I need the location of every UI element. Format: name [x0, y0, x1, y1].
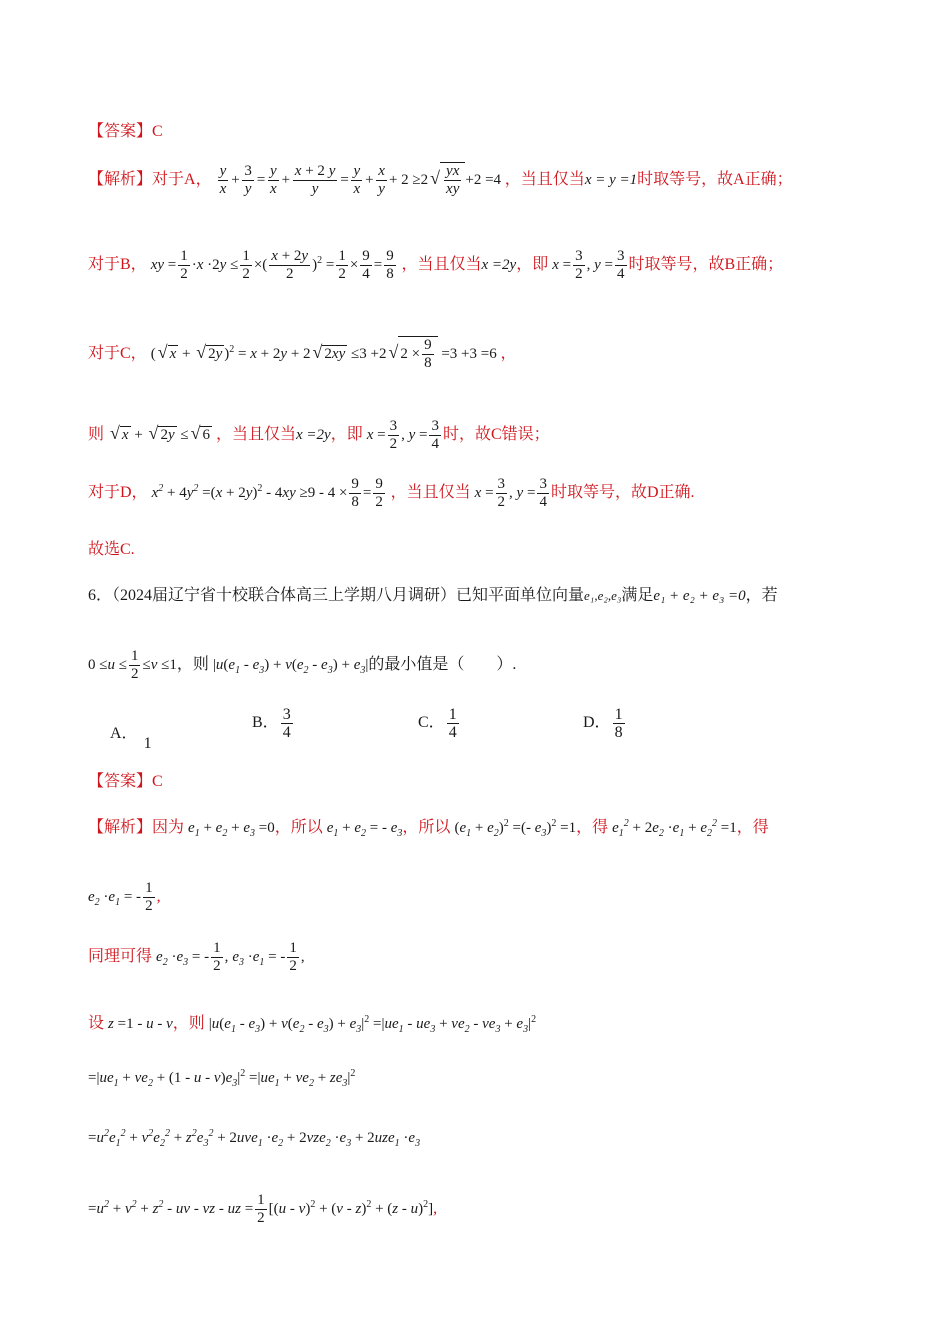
answer-value: C [152, 773, 163, 790]
equality-values: x = $\frac{3}{2}$ , y = $\frac{3}{4}$ [552, 248, 625, 282]
similarly-text: 同理可得 [88, 947, 153, 965]
analysis2-line-6 [88, 1128, 420, 1149]
z-def: z =1 - u - v [108, 1016, 173, 1032]
condition-formula: x = y =1 [584, 171, 638, 188]
expr-step-2: $=|ue_1 + ve_2 + (1 - u - v)e_3|^2 =|ue_1 + ve_2 + ze_3|^2$ [88, 1068, 356, 1089]
comma-text: ， [500, 344, 517, 362]
analysis-label: 【解析】 [88, 170, 153, 188]
conclusion-text: 时取等号，故A正确； [637, 170, 793, 188]
option-c[interactable] [418, 706, 461, 741]
formula-b: xy = $\frac{1}{2}$ ·x ·2y ≤ $\frac{1}{2}$ ×( $\frac{x + 2y}{2}$ )$^2$ = $\frac{1}{2}$ × $\frac{9}{4}$ = $\frac{9}{8}$ [150, 248, 394, 282]
expand-eq: $e_1^2 + 2e_2 \cdot e_1 + e_2^2 =1$ [612, 818, 737, 839]
then-text: ，则 [176, 655, 209, 673]
conclusion-text: 时取等号，故D正确. [550, 483, 695, 501]
question-6-line-1 [88, 582, 778, 605]
option-d-label: D． [583, 714, 611, 732]
analysis-b-line [88, 248, 783, 283]
ask-text: 的最小值是（ ）. [368, 655, 517, 673]
inequality-c: √ x + √ 2y ≤ √ 6 [110, 422, 210, 443]
question-6-line-2 [88, 648, 516, 683]
condition-text: ，当且仅当 [401, 255, 482, 273]
analysis2-line-5 [88, 1068, 355, 1089]
namely-text: ，即 [330, 425, 363, 443]
condition-text: ，当且仅当 [390, 483, 471, 501]
option-b-label: B． [252, 714, 279, 732]
option-d-denominator: 8 [614, 724, 623, 741]
condition-formula: e₁ + e₂ + e₃ =0 [653, 588, 746, 604]
option-b-denominator: 4 [282, 724, 291, 741]
option-a-prefix: 对于A， [152, 170, 212, 188]
formula-d: $x^2 + 4y^2 =(x + 2y)^2 - 4xy \ge 9 - 4$ × $\frac{9}{8}$ = $\frac{9}{2}$ [151, 476, 383, 510]
sum-zero: $e_1 + e_2 + e_3 =0$ [188, 820, 275, 839]
answer-label: 【答案】 [88, 123, 153, 140]
expr-step-4: $=u^2 + v^2 + z^2$ - uv - vz - uz = $\frac{1}{2}$ [(u - v)$^2$ + (v - z)$^2$ + (z - u)$^2$] [88, 1192, 434, 1226]
analysis-c-line [88, 336, 516, 372]
analysis-c2-line [88, 418, 550, 453]
so-text-2: ，所以 [402, 819, 451, 836]
condition-formula: x =2y [481, 256, 517, 273]
dot-e2-e1: $e_2 \cdot e_1$ = - $\frac{1}{2}$ [88, 880, 153, 914]
formula-c: ( √ x + √ 2y )$^2$ = x + 2y + 2 √ 2xy ≤3 +2 √ 2 × $\frac{9}{8}$ =3 +3 =6 [150, 337, 497, 371]
equality-values: x = $\frac{3}{2}$ , y = $\frac{3}{4}$ [474, 476, 547, 510]
analysis-a-line [88, 162, 793, 198]
expr-step-3: $=u^2e_1^2 + v^2e_2^2 + z^2e_3^2 + 2uve_1 \cdot e_2 + 2vze_2 \cdot e_3 + 2uze_1 \cdot e_3$ [88, 1128, 421, 1149]
analysis2-line-2: $e_2 \cdot e_1$ = - $\frac{1}{2}$ , [88, 880, 161, 914]
option-c-prefix: 对于C， [88, 344, 147, 362]
question-number: 6． [88, 587, 113, 604]
because-text: 因为 [152, 819, 185, 836]
get-text: ，得 [576, 819, 609, 836]
equality-values: x = $\frac{3}{2}$ , y = $\frac{3}{4}$ [366, 418, 439, 452]
answer-line-1 [88, 118, 163, 141]
option-b-numerator: 3 [282, 706, 291, 723]
conclusion-text: 时取等号，故B正确； [628, 255, 784, 273]
then-text: ，则 [172, 1015, 205, 1032]
square-eq: $(e_1 + e_2)^2$ =(- $e_3)^2 =1$ [454, 818, 577, 839]
condition-text: ，当且仅当 [215, 425, 296, 443]
analysis2-line-3 [88, 940, 305, 975]
option-d-prefix: 对于D， [88, 483, 148, 501]
dot-e3-e1: $e_3 \cdot e_1$ = - $\frac{1}{2}$ , [232, 940, 305, 974]
analysis-label: 【解析】 [88, 819, 153, 836]
condition-text: ，当且仅当 [504, 170, 585, 188]
analysis2-line-7: $=u^2 + v^2 + z^2$ - uv - vz - uz = $\frac{1}{2}$ [(u - v)$^2$ + (v - z)$^2$ + (z - u)$^2$], [88, 1192, 438, 1226]
option-b[interactable] [252, 706, 295, 741]
satisfy-text: 满足 [621, 587, 654, 604]
so-text: ，所以 [274, 819, 323, 836]
final-choice: 故选C. [88, 541, 135, 558]
option-d-numerator: 1 [614, 706, 623, 723]
vectors-formula: e₁,e₂,e₃ [584, 588, 622, 603]
option-c-denominator: 4 [448, 724, 457, 741]
answer-value: C [152, 123, 163, 140]
answer-line-2 [88, 768, 163, 791]
expr-step-1: $|u(e_1 - e_3) + v(e_2 - e_3) + e_3|^2 =|ue_1 - ue_3 + ve_2 - ve_3 + e_3|^2$ [208, 1014, 537, 1035]
sum-pair: $e_1 + e_2$ = - $e_3$ [326, 820, 403, 839]
target-expression: $|u(e_1 - e_3) + v(e_2 - e_3) + e_3|$ [212, 656, 369, 676]
then-text: 则 [88, 425, 105, 443]
option-d[interactable] [583, 706, 627, 741]
analysis2-line-1 [88, 814, 769, 839]
analysis2-line-4 [88, 1010, 536, 1035]
analysis-d-line [88, 476, 695, 511]
if-text: ，若 [745, 587, 778, 604]
option-c-numerator: 1 [448, 706, 457, 723]
option-a-label: A． [110, 725, 138, 742]
option-a[interactable] [110, 720, 152, 752]
dot-e2-e3: $e_2 \cdot e_3$ = - $\frac{1}{2}$ , [156, 940, 229, 974]
option-b-prefix: 对于B， [88, 255, 147, 273]
namely-text: ，即 [516, 255, 549, 273]
condition-formula: x =2y [296, 426, 331, 443]
answer-label: 【答案】 [88, 773, 153, 790]
range-formula: 0 ≤u ≤ $\frac{1}{2}$ ≤v ≤1 [88, 648, 177, 682]
let-text: 设 [88, 1015, 105, 1032]
option-c-label: C． [418, 714, 445, 732]
formula-a: $\frac{y}{x}$ + $\frac{3}{y}$ = $\frac{y}{x}$ + $\frac{x + 2 y}{y}$ = $\frac{y}{x}$ + $\frac{x}{y}$ + 2 ≥2 √ $\frac{yx}{xy}$ +2 =4 [219, 163, 502, 197]
question-stem: （2024届辽宁省十校联合体高三上学期八月调研）已知平面单位向量 [112, 587, 585, 604]
get-text-2: ，得 [736, 819, 769, 836]
option-a-value: 1 [143, 735, 152, 752]
conclusion-text: 时，故C错误； [442, 425, 550, 443]
